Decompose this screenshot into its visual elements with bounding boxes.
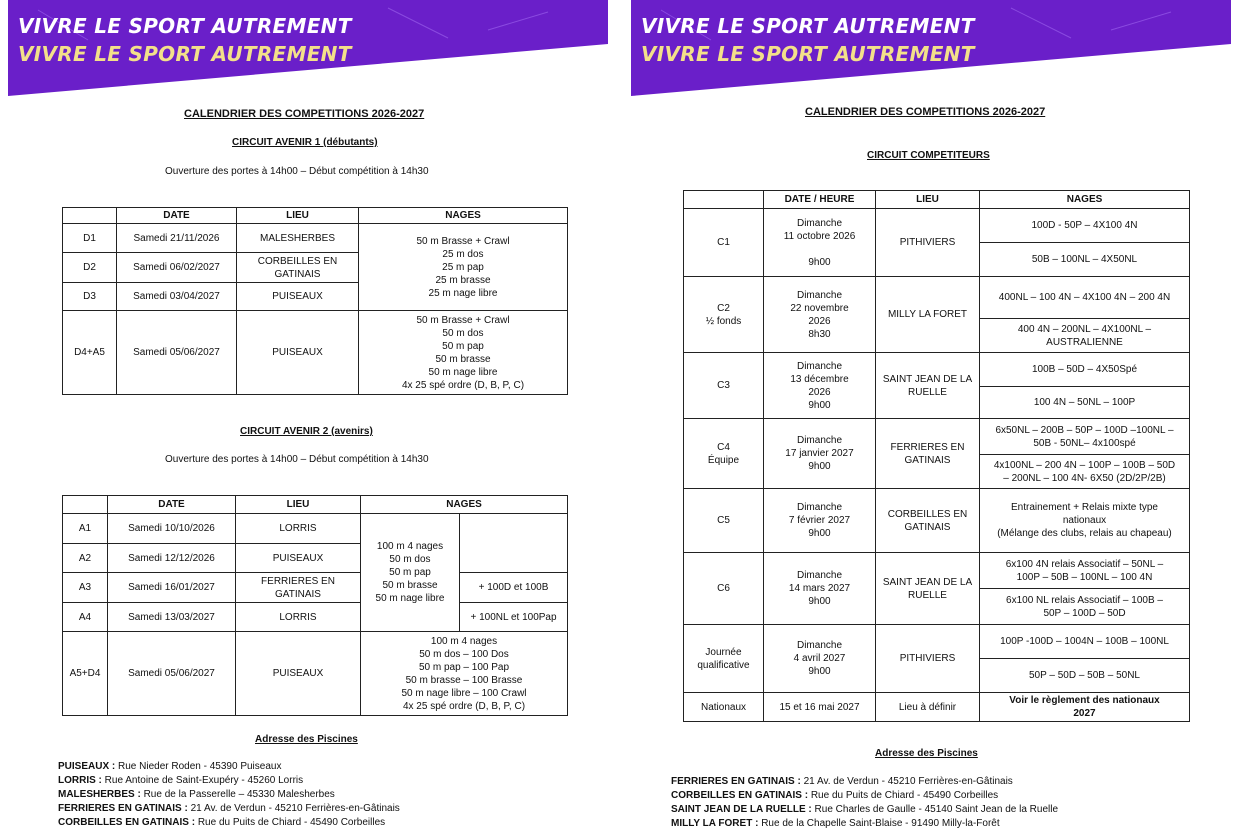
nage-line: 100P – 50B – 100NL – 100 4N (1016, 571, 1153, 583)
header-lieu: LIEU (236, 496, 361, 514)
address-line (671, 775, 1058, 789)
addresses-list (671, 775, 1058, 831)
nage-line: (Mélange des clubs, relais au chapeau) (997, 528, 1172, 539)
code-line: C6 (717, 583, 730, 594)
header-date: DATE / HEURE (764, 191, 876, 209)
code-cell: A4 (63, 603, 108, 632)
lieu-cell: PUISEAUX (236, 632, 361, 716)
header-nages: NAGES (359, 208, 568, 224)
date-line: 9h00 (808, 596, 831, 607)
code-line: qualificative (697, 659, 750, 671)
lieu-cell (876, 419, 980, 489)
code-cell (684, 209, 764, 277)
circuit-avenir-1-title: CIRCUIT AVENIR 1 (débutants) (232, 137, 378, 148)
lieu-line: SAINT JEAN DE LA RUELLE (882, 373, 973, 398)
date-cell: Samedi 05/06/2027 (117, 311, 237, 395)
date-line: 17 janvier 2027 (785, 448, 854, 459)
date-line: 2026 (808, 386, 831, 398)
nage-line: 100D - 50P – 4X100 4N (1031, 220, 1138, 231)
date-line (767, 243, 872, 256)
code-line: C1 (717, 237, 730, 248)
banner-line-1: VIVRE LE SPORT AUTREMENT (18, 14, 352, 38)
date-cell: Samedi 13/03/2027 (108, 603, 236, 632)
header-code (684, 191, 764, 209)
address-name: MILLY LA FORET : (671, 818, 759, 829)
nages-cell (980, 455, 1190, 489)
nages-cell (361, 514, 460, 632)
address-line (58, 802, 400, 816)
address-name: MALESHERBES : (58, 789, 141, 800)
address-text: Rue du Puits de Chiard - 45490 Corbeilles (197, 817, 386, 828)
table-row (684, 419, 1190, 455)
date-cell: Samedi 16/01/2027 (108, 573, 236, 603)
date-line: Dimanche (796, 217, 843, 229)
lieu-cell: CORBEILLES EN GATINAIS (237, 253, 359, 283)
table-row (63, 224, 568, 253)
lieu-line: PITHIVIERS (899, 237, 956, 248)
date-line: 14 mars 2027 (788, 583, 851, 594)
nage-line: 50 m dos – 100 Dos (419, 648, 509, 660)
nage-line: 25 m nage libre (428, 287, 498, 299)
code-cell (684, 693, 764, 722)
nage-line: 6x100 4N relais Associatif – 50NL – (1005, 558, 1164, 570)
date-line: 9h00 (808, 528, 831, 539)
nage-line: 2027 (1073, 708, 1096, 719)
table-row (684, 553, 1190, 589)
address-text: Rue Charles de Gaulle - 45140 Saint Jean de la Ruelle (814, 804, 1059, 815)
address-text: Rue du Puits de Chiard - 45490 Corbeilles (810, 790, 999, 801)
date-line: 22 novembre (790, 302, 849, 314)
nage-line: 50 m pap – 100 Pap (418, 661, 510, 673)
nage-line: 400NL – 100 4N – 4X100 4N – 200 4N (998, 292, 1171, 303)
code-cell (684, 419, 764, 489)
nages-cell (980, 353, 1190, 387)
date-cell (764, 553, 876, 625)
date-cell: Samedi 21/11/2026 (117, 224, 237, 253)
banner (631, 0, 1231, 112)
address-name: SAINT JEAN DE LA RUELLE : (671, 804, 812, 815)
date-cell: Samedi 03/04/2027 (117, 283, 237, 311)
header-date: DATE (108, 496, 236, 514)
address-text: Rue Antoine de Saint-Exupéry - 45260 Lorris (104, 775, 304, 786)
nage-line: 50P – 50D – 50B – 50NL (1028, 670, 1140, 681)
nages-cell (980, 625, 1190, 659)
nage-line: 50P – 100D – 50D (1043, 607, 1126, 619)
table-row (63, 573, 568, 603)
table-row (63, 632, 568, 716)
code-cell: D1 (63, 224, 117, 253)
nage-line: AUSTRALIENNE (1046, 336, 1123, 348)
code-cell: D3 (63, 283, 117, 311)
table-row (684, 209, 1190, 243)
header-code (63, 208, 117, 224)
lieu-cell (876, 277, 980, 353)
date-line: Dimanche (796, 289, 843, 301)
banner-line-2: VIVRE LE SPORT AUTREMENT (18, 42, 352, 66)
lieu-cell (876, 553, 980, 625)
date-line: Dimanche (796, 502, 843, 513)
date-cell (764, 209, 876, 277)
date-line: 9h00 (808, 399, 831, 411)
page-title: CALENDRIER DES COMPETITIONS 2026-2027 (805, 106, 1046, 118)
banner (8, 0, 608, 112)
date-line: 11 octobre 2026 (783, 230, 856, 242)
nages-cell (980, 209, 1190, 243)
nage-line: 50 m brasse (435, 353, 491, 365)
nage-line: nationaux (1062, 515, 1107, 526)
date-cell: Samedi 12/12/2026 (108, 544, 236, 573)
address-line (58, 774, 400, 788)
date-cell (764, 489, 876, 553)
code-line: C3 (717, 380, 730, 391)
nage-line: – 200NL – 100 4N- 6X50 (2D/2P/2B) (1003, 472, 1166, 484)
code-line: Journée (705, 646, 742, 658)
date-line: 8h30 (808, 328, 831, 340)
circuit-avenir-1-table (62, 207, 568, 395)
nage-line: 50 m nage libre (428, 366, 498, 378)
nage-line: 100 4N – 50NL – 100P (1033, 397, 1136, 408)
date-cell (764, 277, 876, 353)
table-row (63, 603, 568, 632)
date-line: 15 et 16 mai 2027 (779, 701, 860, 713)
lieu-line: MILLY LA FORET (887, 309, 968, 320)
address-name: CORBEILLES EN GATINAIS : (58, 817, 196, 828)
nage-line: 50 m Brasse + Crawl (416, 314, 510, 326)
address-name: FERRIERES EN GATINAIS : (58, 803, 188, 814)
extra-cell: + 100NL et 100Pap (460, 603, 568, 632)
extra-cell (460, 514, 568, 573)
code-cell (684, 353, 764, 419)
nage-line: 100 m 4 nages (430, 635, 498, 647)
date-line: Dimanche (796, 435, 843, 446)
address-line (671, 817, 1058, 831)
nage-line: Entrainement + Relais mixte type (1010, 502, 1158, 513)
lieu-cell (876, 693, 980, 722)
nages-cell (359, 311, 568, 395)
date-line: 9h00 (808, 256, 831, 268)
addresses-list (58, 760, 400, 830)
table-row (684, 353, 1190, 387)
address-line (58, 816, 400, 830)
addresses-title: Adresse des Piscines (875, 748, 978, 759)
address-name: PUISEAUX : (58, 761, 116, 772)
nage-line: 50 m brasse – 100 Brasse (405, 674, 523, 686)
date-line: 2026 (808, 315, 831, 327)
circuit-avenir-2-title: CIRCUIT AVENIR 2 (avenirs) (240, 426, 373, 437)
code-cell: A1 (63, 514, 108, 544)
address-text: 21 Av. de Verdun - 45210 Ferrières-en-Gâtinais (803, 776, 1013, 787)
lieu-line: PITHIVIERS (899, 653, 956, 664)
nage-line: 100B – 50D – 4X50Spé (1031, 364, 1138, 375)
lieu-cell: PUISEAUX (237, 311, 359, 395)
nages-cell (980, 387, 1190, 419)
date-line: 9h00 (808, 666, 831, 677)
nage-line: 4x 25 spé ordre (D, B, P, C) (402, 700, 526, 712)
code-cell (684, 489, 764, 553)
code-line: ½ fonds (705, 315, 742, 327)
lieu-cell (876, 353, 980, 419)
header-lieu: LIEU (237, 208, 359, 224)
nages-cell (980, 553, 1190, 589)
table-row (684, 489, 1190, 553)
circuit-avenir-2-note: Ouverture des portes à 14h00 – Début compétition à 14h30 (165, 454, 429, 465)
nage-line: 50 m dos (442, 327, 484, 339)
table-row (63, 514, 568, 544)
code-cell: A5+D4 (63, 632, 108, 716)
nage-line: 50 m dos (389, 554, 431, 565)
address-line (58, 788, 400, 802)
table-row (684, 625, 1190, 659)
extra-cell: + 100D et 100B (460, 573, 568, 603)
lieu-line: CORBEILLES EN GATINAIS (887, 508, 968, 533)
lieu-cell: FERRIERES EN GATINAIS (236, 573, 361, 603)
address-name: FERRIERES EN GATINAIS : (671, 776, 801, 787)
nages-cell (980, 419, 1190, 455)
nage-line: 4x 25 spé ordre (D, B, P, C) (401, 379, 525, 391)
header-nages: NAGES (361, 496, 568, 514)
header-nages: NAGES (980, 191, 1190, 209)
date-cell: Samedi 05/06/2027 (108, 632, 236, 716)
code-line: C2 (717, 302, 730, 314)
addresses-title: Adresse des Piscines (255, 734, 358, 745)
nage-line: 50 m pap (442, 340, 484, 352)
address-text: 21 Av. de Verdun - 45210 Ferrières-en-Gâtinais (190, 803, 400, 814)
date-line: 4 avril 2027 (793, 653, 846, 664)
circuit-competiteurs-table (683, 190, 1190, 722)
address-line (671, 803, 1058, 817)
nage-line: 100P -100D – 1004N – 100B – 100NL (1000, 636, 1169, 647)
address-text: Rue Nieder Roden - 45390 Puiseaux (118, 761, 282, 772)
nage-line: 400 4N – 200NL – 4X100NL – (1017, 323, 1152, 335)
address-name: CORBEILLES EN GATINAIS : (671, 790, 809, 801)
table-row (684, 693, 1190, 722)
header-code (63, 496, 108, 514)
nages-cell (980, 243, 1190, 277)
code-line: Nationaux (700, 701, 747, 713)
code-line: Équipe (707, 454, 740, 466)
lieu-line: Lieu à définir (898, 701, 957, 713)
header-date: DATE (117, 208, 237, 224)
nages-cell (980, 319, 1190, 353)
banner-line-2: VIVRE LE SPORT AUTREMENT (641, 42, 975, 66)
left-page (0, 0, 615, 838)
lieu-cell: PUISEAUX (237, 283, 359, 311)
lieu-line: FERRIERES EN GATINAIS (890, 441, 965, 466)
nages-cell (980, 693, 1190, 722)
date-line: 13 décembre (790, 373, 849, 385)
address-name: LORRIS : (58, 775, 102, 786)
table-row (684, 277, 1190, 319)
nages-cell (361, 632, 568, 716)
nage-line: 25 m brasse (435, 274, 491, 286)
nage-line: 6x100 NL relais Associatif – 100B – (1006, 594, 1163, 606)
nages-cell (980, 659, 1190, 693)
nage-line: 50 m Brasse + Crawl (416, 235, 510, 247)
nage-line: 50 m brasse (382, 580, 438, 591)
date-cell (764, 625, 876, 693)
nage-line: 50 m pap (389, 567, 431, 578)
nage-line: 50 m nage libre (375, 593, 445, 604)
nage-line: 6x50NL – 200B – 50P – 100D –100NL – (995, 424, 1174, 436)
nage-line: 50 m nage libre – 100 Crawl (401, 687, 527, 699)
nages-cell (980, 489, 1190, 553)
page-title: CALENDRIER DES COMPETITIONS 2026-2027 (184, 108, 425, 120)
address-text: Rue de la Passerelle – 45330 Malesherbes (143, 789, 335, 800)
nage-line: Voir le règlement des nationaux (1009, 695, 1160, 706)
lieu-cell: MALESHERBES (237, 224, 359, 253)
code-cell: A2 (63, 544, 108, 573)
nage-line: 25 m dos (442, 248, 484, 260)
nage-line: 100 m 4 nages (376, 541, 444, 552)
lieu-line: SAINT JEAN DE LA RUELLE (882, 576, 973, 601)
lieu-cell (876, 625, 980, 693)
code-cell: D4+A5 (63, 311, 117, 395)
address-text: Rue de la Chapelle Saint-Blaise - 91490 Milly-la-Forêt (761, 818, 1000, 829)
nage-line: 50B – 100NL – 4X50NL (1031, 254, 1138, 265)
code-cell (684, 553, 764, 625)
code-cell: A3 (63, 573, 108, 603)
code-line: C5 (717, 515, 730, 526)
lieu-cell (876, 209, 980, 277)
circuit-avenir-1-note: Ouverture des portes à 14h00 – Début compétition à 14h30 (165, 166, 429, 177)
nages-cell (980, 589, 1190, 625)
lieu-cell: PUISEAUX (236, 544, 361, 573)
right-page (625, 0, 1234, 838)
date-line: 7 février 2027 (788, 515, 851, 526)
code-cell: D2 (63, 253, 117, 283)
code-cell (684, 277, 764, 353)
code-cell (684, 625, 764, 693)
address-line (58, 760, 400, 774)
date-cell (764, 419, 876, 489)
banner-line-1: VIVRE LE SPORT AUTREMENT (641, 14, 975, 38)
nage-line: 4x100NL – 200 4N – 100P – 100B – 50D (993, 459, 1176, 471)
date-cell (764, 353, 876, 419)
code-line: C4 (717, 441, 730, 453)
lieu-cell (876, 489, 980, 553)
date-line: Dimanche (796, 640, 843, 651)
nage-line: 25 m pap (442, 261, 484, 273)
date-cell: Samedi 10/10/2026 (108, 514, 236, 544)
nages-cell (359, 224, 568, 311)
header-lieu: LIEU (876, 191, 980, 209)
address-line (671, 789, 1058, 803)
circuit-avenir-2-table (62, 495, 568, 716)
lieu-cell: LORRIS (236, 603, 361, 632)
date-cell (764, 693, 876, 722)
table-row (63, 311, 568, 395)
lieu-cell: LORRIS (236, 514, 361, 544)
circuit-competiteurs-title: CIRCUIT COMPETITEURS (867, 150, 990, 161)
nage-line: 50B - 50NL– 4x100spé (1033, 437, 1136, 449)
page-gutter (615, 0, 625, 838)
date-line: Dimanche (796, 360, 843, 372)
date-line: 9h00 (808, 461, 831, 472)
date-line: Dimanche (796, 570, 843, 581)
nages-cell (980, 277, 1190, 319)
date-cell: Samedi 06/02/2027 (117, 253, 237, 283)
